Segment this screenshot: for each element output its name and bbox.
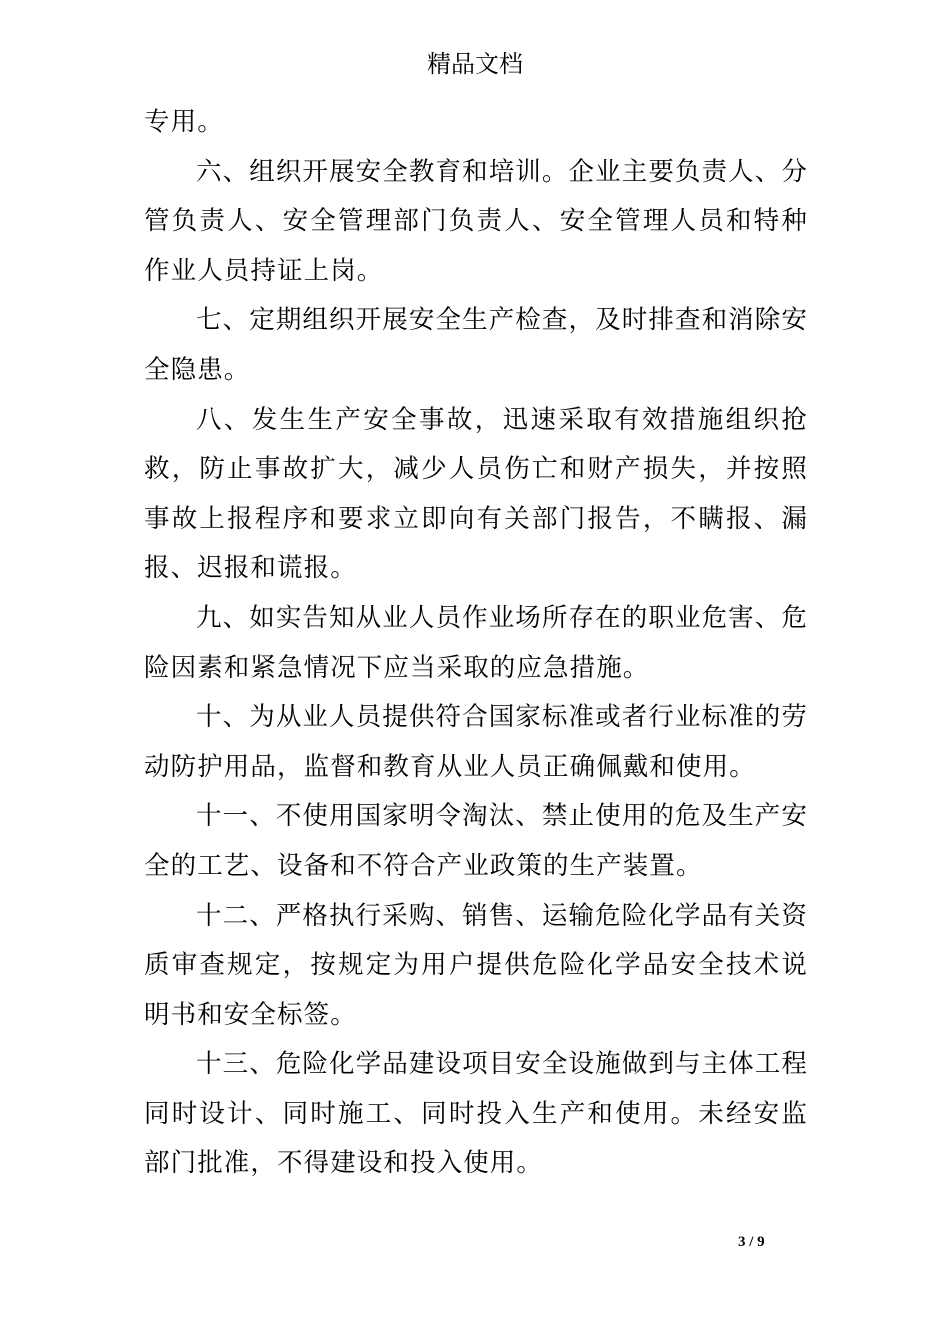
- paragraph-item-12: 十二、严格执行采购、销售、运输危险化学品有关资质审查规定，按规定为用户提供危险化学品安全技术说明书和安全标签。: [144, 900, 808, 1030]
- paragraph-continuation: 专用。: [144, 107, 224, 137]
- paragraph-item-6: 六、组织开展安全教育和培训。企业主要负责人、分管负责人、安全管理部门负责人、安全管理人员和特种作业人员持证上岗。: [144, 156, 808, 286]
- paragraph-item-11: 十一、不使用国家明令淘汰、禁止使用的危及生产安全的工艺、设备和不符合产业政策的生产装置。: [144, 801, 808, 881]
- paragraph-item-9: 九、如实告知从业人员作业场所存在的职业危害、危险因素和紧急情况下应当采取的应急措施。: [144, 602, 808, 683]
- page-number: 3 / 9: [738, 1234, 765, 1250]
- paragraph-item-13: 十三、危险化学品建设项目安全设施做到与主体工程同时设计、同时施工、同时投入生产和使用。未经安监部门批准，不得建设和投入使用。: [144, 1049, 808, 1179]
- paragraph-item-10: 十、为从业人员提供符合国家标准或者行业标准的劳动防护用品，监督和教育从业人员正确佩戴和使用。: [144, 702, 808, 782]
- paragraph-item-7: 七、定期组织开展安全生产检查，及时排查和消除安全隐患。: [144, 305, 808, 385]
- paragraph-item-8: 八、发生生产安全事故，迅速采取有效措施组织抢救，防止事故扩大，减少人员伤亡和财产损失，并按照事故上报程序和要求立即向有关部门报告，不瞒报、漏报、迟报和谎报。: [144, 404, 808, 584]
- header-title: 精品文档: [427, 50, 523, 78]
- document-body: [144, 98, 808, 1189]
- page-header: [0, 44, 950, 84]
